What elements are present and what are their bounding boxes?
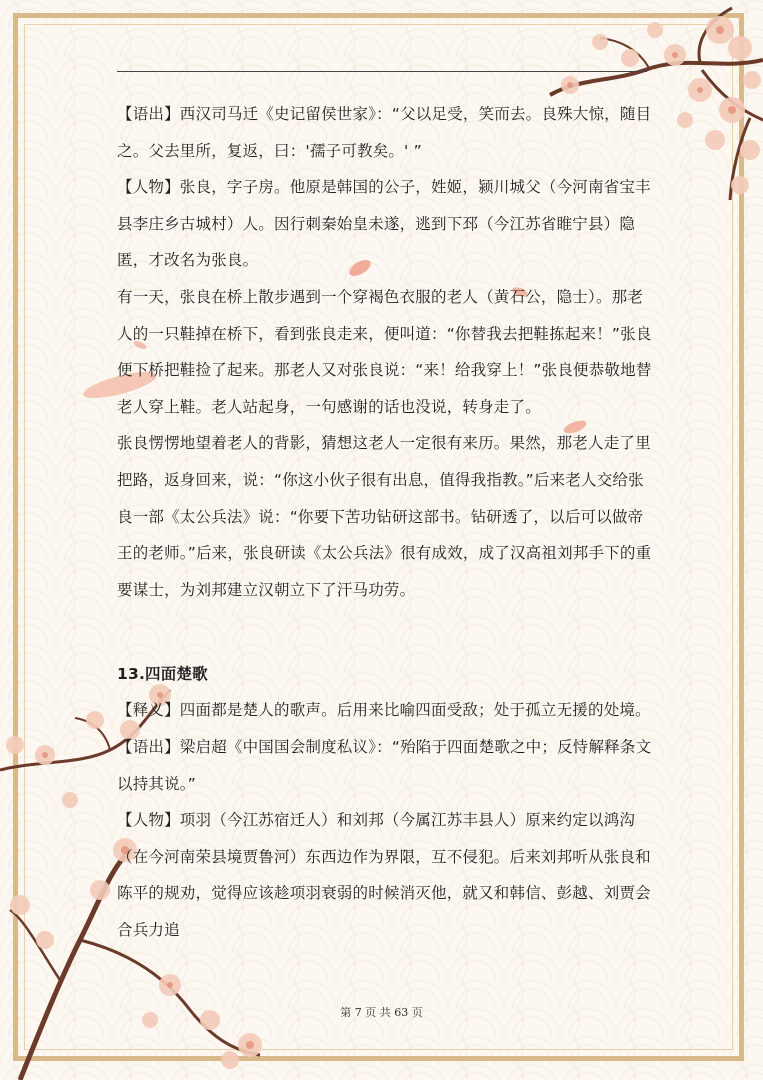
paragraph-source: 【语出】西汉司马迁《史记留侯世家》：“父以足受，笑而去。良殊大惊，随目之。父去里所，复返，曰：'孺子可教矣。' ” (117, 105, 652, 160)
header-rule (117, 71, 647, 72)
document-body (117, 96, 657, 948)
page-number: 第 7 页 共 63 页 (340, 1006, 423, 1019)
paragraph-person-2: 【人物】项羽（今江苏宿迁人）和刘邦（今属江苏丰县人）原来约定以鸿沟（在今河南荣县境贾鲁河）东西边作为界限，互不侵犯。后来刘邦听从张良和陈平的规劝，觉得应该趁项羽衰弱的时候消灭他，就又和韩信、彭越、刘贾会合兵力追 (117, 811, 651, 939)
paragraph-definition: 【释义】四面都是楚人的歌声。后用来比喻四面受敌；处于孤立无援的处境。 (117, 701, 651, 720)
paragraph-story-2: 张良愣愣地望着老人的背影，猜想这老人一定很有来历。果然，那老人走了里把路，返身回来，说：“你这小伙子很有出息，值得我指教。”后来老人交给张良一部《太公兵法》说：“你要下苦功钻研这部书。钻研透了，以后可以做帝王的老师。”后来，张良研读《太公兵法》很有成效，成了汉高祖刘邦手下的重要谋士，为刘邦建立汉朝立下了汗马功劳。 (117, 434, 652, 599)
paragraph-source-2: 【语出】梁启超《中国国会制度私议》：“殆陷于四面楚歌之中；反恃解释条文以持其说。” (117, 737, 652, 793)
paragraph-story-1: 有一天，张良在桥上散步遇到一个穿褐色衣服的老人（黄石公，隐士）。那老人的一只鞋掉在桥下，看到张良走来，便叫道：“你替我去把鞋拣起来！”张良便下桥把鞋捡了起来。那老人又对张良说：“来！给我穿上！”张良便恭敬地替老人穿上鞋。老人站起身，一句感谢的话也没说，转身走了。 (117, 287, 652, 416)
paragraph-person: 【人物】张良，字子房。他原是韩国的公子，姓姬，颍川城父（今河南省宝丰县李庄乡古城村）人。因行刺秦始皇未遂，逃到下邳（今江苏省睢宁县）隐匿，才改名为张良。 (117, 178, 651, 270)
section-heading: 13.四面楚歌 (117, 665, 208, 684)
